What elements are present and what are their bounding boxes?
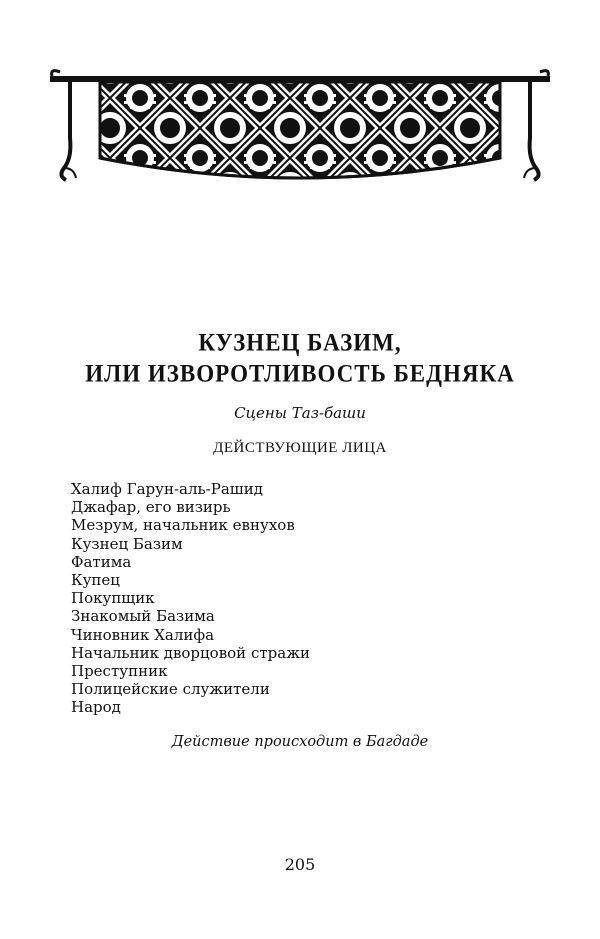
cast-item: Преступник	[71, 662, 168, 681]
cast-item: Халиф Гарун-аль-Рашид	[71, 480, 263, 498]
cast-item: Народ	[71, 698, 121, 717]
subtitle: Сцены Таз-баши	[234, 404, 366, 422]
cast-list	[71, 480, 310, 717]
cast-item: Мезрум, начальник евнухов	[71, 516, 295, 535]
cast-heading: ДЕЙСТВУЮЩИЕ ЛИЦА	[213, 440, 387, 456]
cast-item: Купец	[71, 571, 120, 590]
cast-item: Покупщик	[71, 589, 155, 608]
page-number: 205	[284, 855, 316, 874]
cast-item: Начальник дворцовой стражи	[71, 643, 310, 662]
cast-item: Джафар, его визирь	[71, 498, 231, 517]
cast-item: Знакомый Базима	[71, 607, 215, 626]
title-line-1: КУЗНЕЦ БАЗИМ,	[198, 328, 402, 356]
cast-item: Полицейские служители	[71, 680, 270, 699]
celtic-knot-ornament-icon	[50, 68, 550, 188]
cast-item: Чиновник Халифа	[71, 625, 215, 644]
cast-item: Фатима	[71, 552, 132, 571]
setting-note: Действие происходит в Багдаде	[171, 734, 429, 750]
cast-item: Кузнец Базим	[71, 534, 183, 553]
title-line-2: ИЛИ ИЗВОРОТЛИВОСТЬ БЕДНЯКА	[85, 359, 515, 387]
